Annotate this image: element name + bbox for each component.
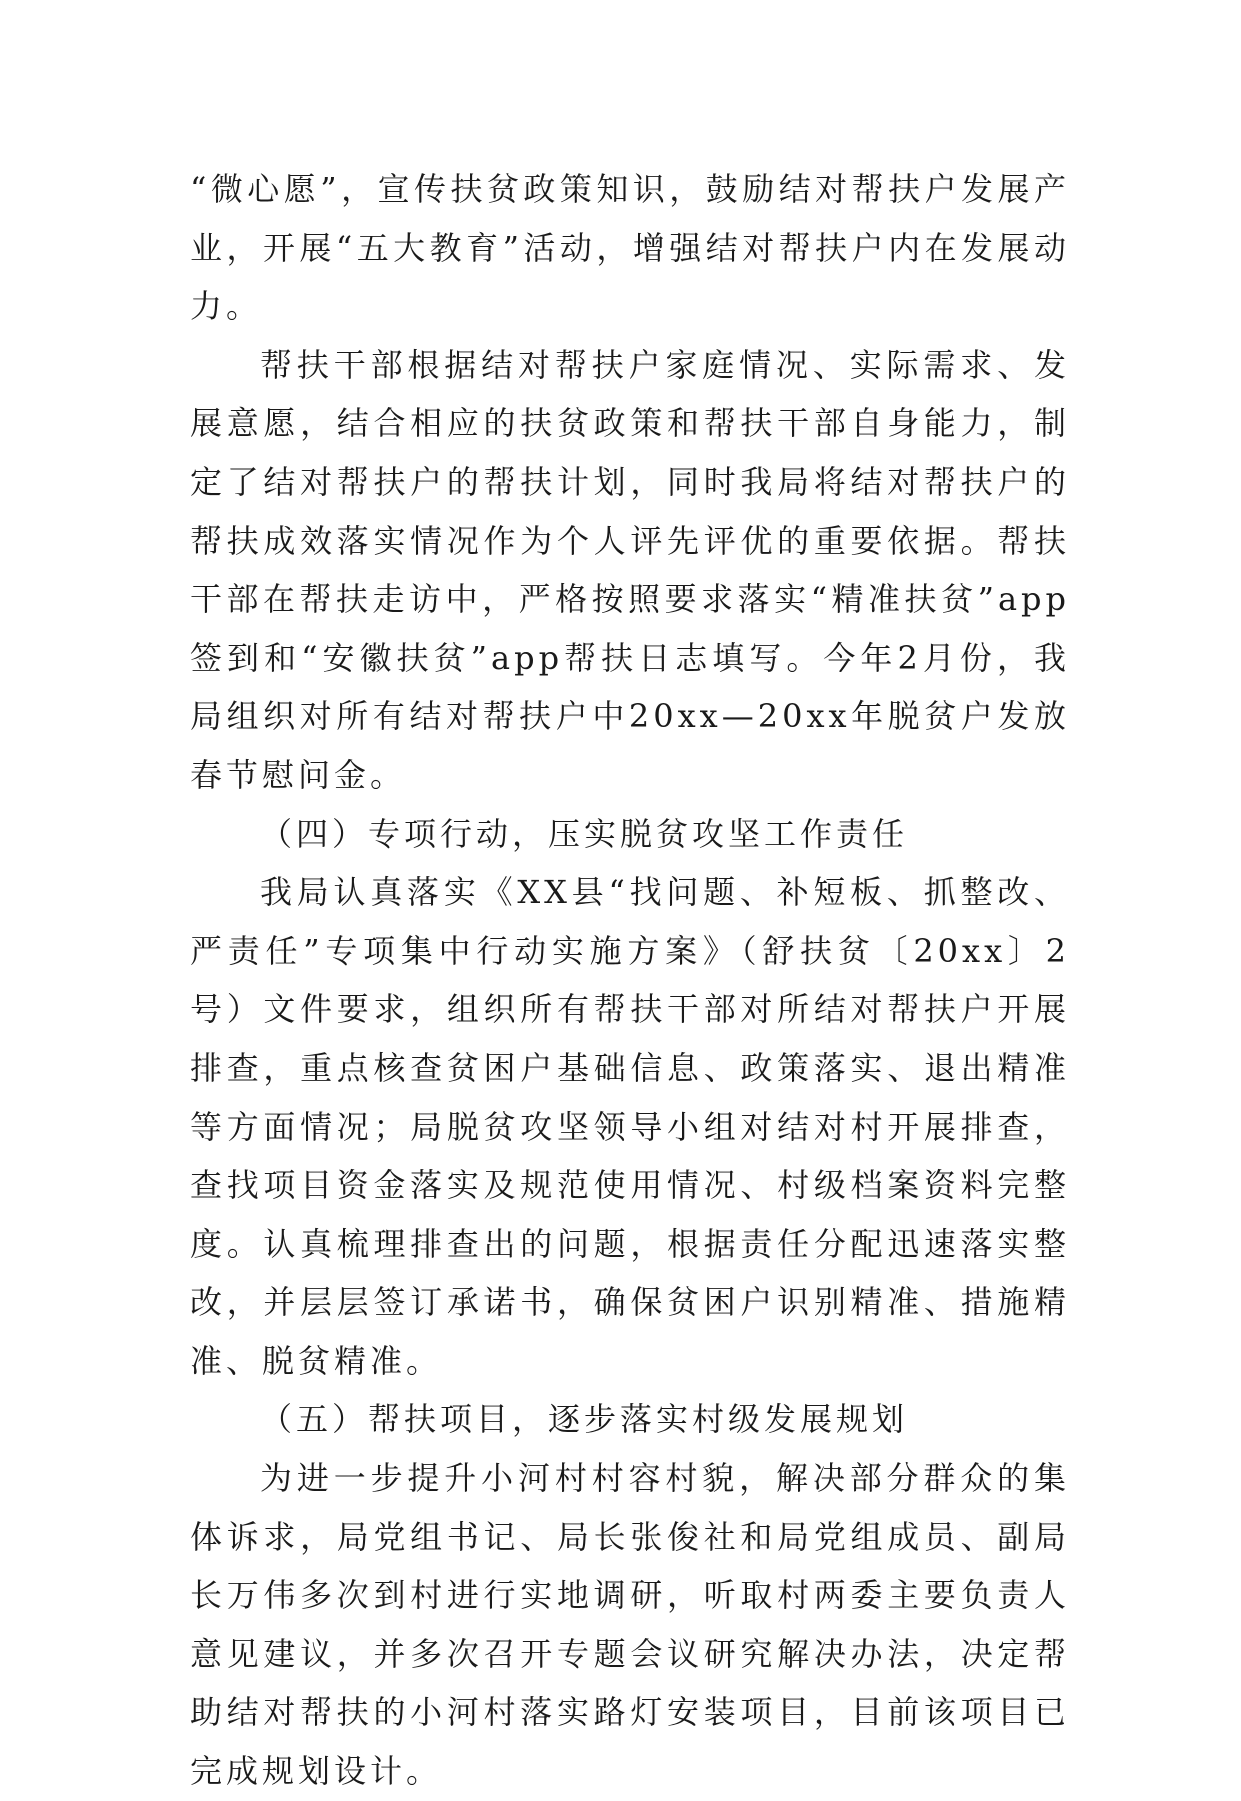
section-heading-4: （四）专项行动，压实脱贫攻坚工作责任 [260, 814, 909, 853]
paragraph-special-action: 我局认真落实《XX县“找问题、补短板、抓整改、严责任”专项集中行动实施方案》（舒扶贫〔20xx〕2号）文件要求，组织所有帮扶干部对所结对帮扶户开展排查，重点核查贫困户基础信息、政策落实、退出精准等方面情况；局脱贫攻坚领导小组对结对村开展排查，查找项目资金落实及规范使用情况、村级档案资料完整度。认真梳理排查出的问题，根据责任分配迅速落实整改，并层层签订承诺书，确保贫困户识别精准、措施精准、脱贫精准。 [190, 873, 1070, 1380]
paragraph-continuation: “微心愿”，宣传扶贫政策知识，鼓励结对帮扶户发展产业，开展“五大教育”活动，增强结对帮扶户内在发展动力。 [190, 170, 1070, 326]
document-body [190, 160, 1070, 1801]
section-heading-5: （五）帮扶项目，逐步落实村级发展规划 [260, 1400, 909, 1439]
paragraph-village-project: 为进一步提升小河村村容村貌，解决部分群众的集体诉求，局党组书记、局长张俊社和局党组成员、副局长万伟多次到村进行实地调研，听取村两委主要负责人意见建议，并多次召开专题会议研究解决办法，决定帮助结对帮扶的小河村落实路灯安装项目，目前该项目已完成规划设计。 [190, 1459, 1070, 1791]
paragraph-assistance-plan: 帮扶干部根据结对帮扶户家庭情况、实际需求、发展意愿，结合相应的扶贫政策和帮扶干部自身能力，制定了结对帮扶户的帮扶计划，同时我局将结对帮扶户的帮扶成效落实情况作为个人评先评优的重要依据。帮扶干部在帮扶走访中，严格按照要求落实“精准扶贫”app签到和“安徽扶贫”app帮扶日志填写。今年2月份，我局组织对所有结对帮扶户中20xx—20xx年脱贫户发放春节慰问金。 [190, 345, 1070, 794]
